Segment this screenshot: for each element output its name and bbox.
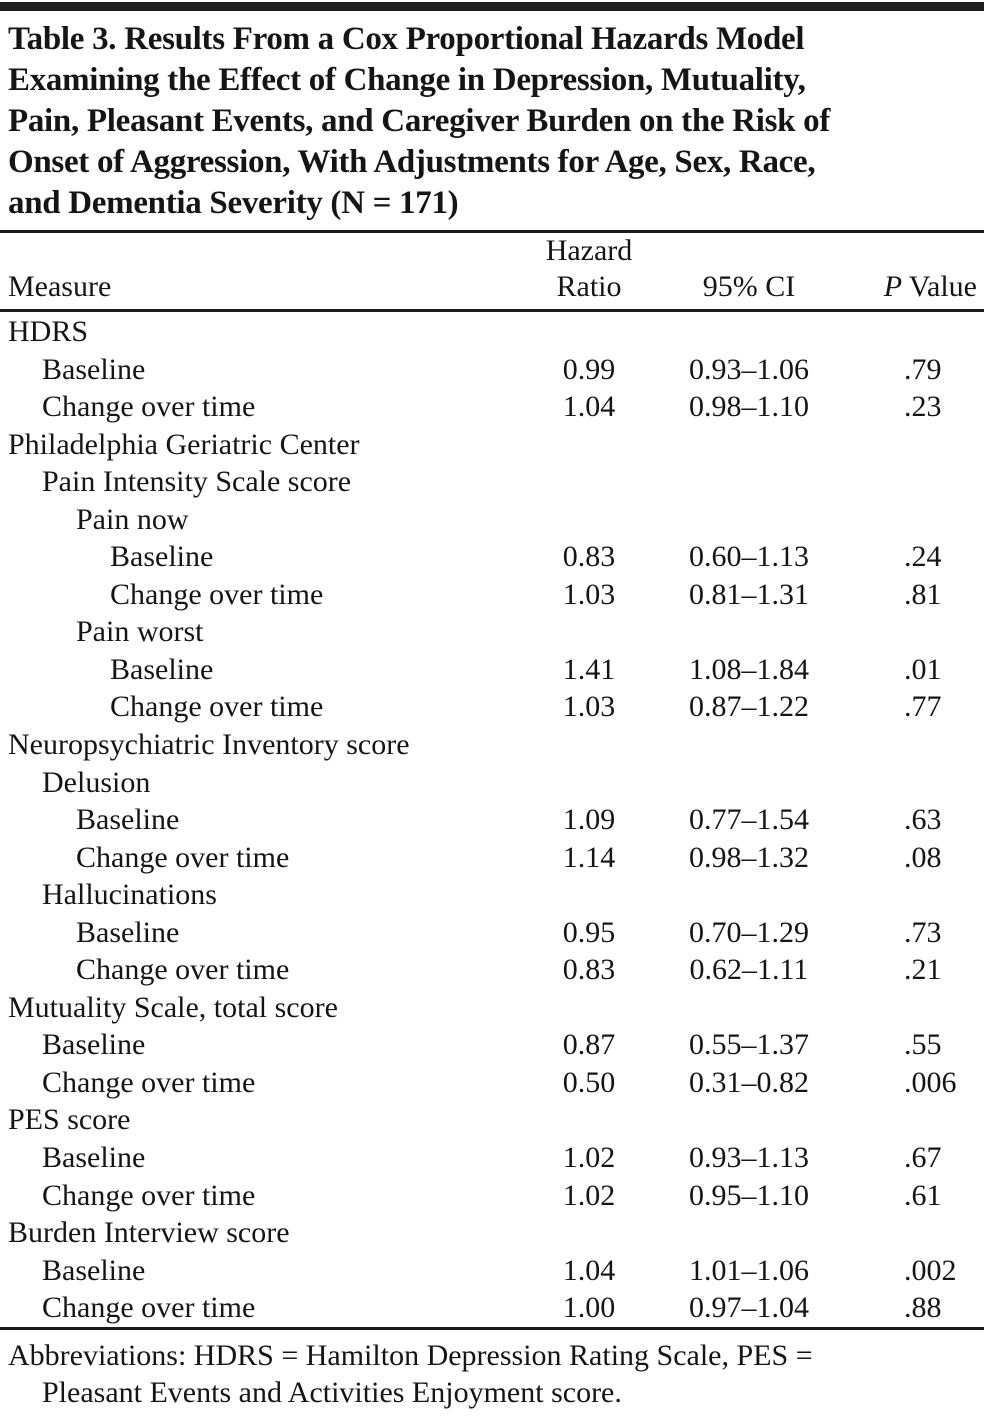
hazard-ratio-cell: 1.02 (562, 1178, 616, 1212)
ci-cell: 0.77–1.54 (689, 803, 809, 837)
table-row (0, 388, 984, 426)
ci-cell: 0.98–1.10 (689, 390, 809, 424)
ci-cell: 0.95–1.10 (689, 1178, 809, 1212)
column-header-p-value (844, 269, 984, 305)
table-row (0, 1101, 984, 1139)
hazard-ratio-header-line1: Hazard (545, 234, 633, 267)
p-value-cell: .08 (904, 840, 942, 874)
measure-cell: Change over time (42, 1065, 256, 1099)
ci-cell: 0.60–1.13 (689, 540, 809, 574)
hazard-ratio-cell (524, 1101, 654, 1139)
hazard-ratio-cell: 1.03 (562, 577, 616, 611)
ci-cell: 1.01–1.06 (689, 1253, 809, 1287)
measure-cell: Baseline (110, 540, 214, 574)
ci-cell (654, 1214, 844, 1252)
ci-cell (654, 426, 844, 464)
table-row (0, 651, 984, 689)
ci-cell (654, 764, 844, 802)
measure-cell: Pain now (76, 502, 189, 536)
p-value-cell (844, 989, 984, 1027)
p-value-cell (844, 501, 984, 539)
table-row (0, 1064, 984, 1102)
table-title-line: Table 3. Results From a Cox Proportional Hazards Model (8, 21, 805, 57)
table-row (0, 951, 984, 989)
hazard-ratio-cell: 0.99 (562, 352, 616, 386)
table-row (0, 426, 984, 464)
table-row (0, 801, 984, 839)
table-row (0, 1177, 984, 1215)
ci-cell: 0.31–0.82 (689, 1065, 809, 1099)
hazard-ratio-cell: 1.04 (562, 1253, 616, 1287)
table-title-line: Onset of Aggression, With Adjustments for Age, Sex, Race, (8, 144, 816, 180)
hazard-ratio-cell (524, 726, 654, 764)
hazard-ratio-cell: 1.14 (562, 840, 616, 874)
table-title-line: Pain, Pleasant Events, and Caregiver Burden on the Risk of (8, 103, 831, 139)
p-value-cell: .24 (904, 540, 942, 574)
p-value-cell (844, 613, 984, 651)
measure-cell: Hallucinations (42, 878, 217, 912)
measure-cell: Baseline (76, 803, 180, 837)
p-value-cell: .01 (904, 652, 942, 686)
footnote-line: Abbreviations: HDRS = Hamilton Depression Rating Scale, PES = (8, 1338, 813, 1372)
hazard-ratio-cell: 0.50 (562, 1065, 616, 1099)
p-value-cell (844, 726, 984, 764)
ci-cell (654, 1101, 844, 1139)
measure-cell: Change over time (76, 840, 290, 874)
p-value-cell (844, 463, 984, 501)
p-value-cell: .55 (904, 1028, 942, 1062)
p-value-cell: .73 (904, 915, 942, 949)
measure-cell: Change over time (42, 390, 256, 424)
table-row (0, 1139, 984, 1177)
hazard-ratio-cell: 1.09 (562, 803, 616, 837)
ci-cell (654, 501, 844, 539)
p-value-cell: .006 (904, 1065, 957, 1099)
table-row (0, 989, 984, 1027)
hazard-ratio-cell: 1.03 (562, 690, 616, 724)
ci-cell: 0.93–1.06 (689, 352, 809, 386)
measure-cell: Baseline (42, 1141, 146, 1175)
ci-cell: 0.87–1.22 (689, 690, 809, 724)
table-row (0, 463, 984, 501)
table-row (0, 1252, 984, 1290)
ci-cell: 0.70–1.29 (689, 915, 809, 949)
ci-cell: 0.98–1.32 (689, 840, 809, 874)
measure-cell: Change over time (110, 577, 324, 611)
measure-cell: Burden Interview score (8, 1216, 290, 1250)
table-row (0, 1214, 984, 1252)
table-row (0, 1289, 984, 1327)
ci-cell: 0.62–1.11 (689, 953, 809, 987)
hazard-ratio-cell (524, 313, 654, 351)
ci-cell: 0.93–1.13 (689, 1141, 809, 1175)
hazard-ratio-header-line2: Ratio (556, 270, 622, 303)
table-title-line: Examining the Effect of Change in Depression, Mutuality, (8, 62, 806, 98)
measure-cell: Baseline (42, 1028, 146, 1062)
measure-cell: Delusion (42, 765, 151, 799)
measure-cell: Neuropsychiatric Inventory score (8, 728, 410, 762)
hazard-ratio-cell (524, 613, 654, 651)
table-row (0, 876, 984, 914)
table-title (0, 11, 984, 224)
p-value-cell: .002 (904, 1253, 957, 1287)
p-value-cell: .67 (904, 1141, 942, 1175)
ci-cell (654, 613, 844, 651)
p-value-cell (844, 426, 984, 464)
p-value-cell (844, 1101, 984, 1139)
ci-cell (654, 463, 844, 501)
table-row (0, 576, 984, 614)
p-value-cell: .79 (904, 352, 942, 386)
hazard-ratio-cell: 0.83 (562, 540, 616, 574)
hazard-ratio-cell (524, 989, 654, 1027)
p-value-cell: .81 (904, 577, 942, 611)
table-row (0, 914, 984, 952)
p-value-cell: .88 (904, 1291, 942, 1325)
hazard-ratio-cell (524, 1214, 654, 1252)
p-value-cell (844, 1214, 984, 1252)
p-value-cell: .61 (904, 1178, 942, 1212)
ci-cell: 0.81–1.31 (689, 577, 809, 611)
hazard-ratio-cell (524, 426, 654, 464)
table-row (0, 313, 984, 351)
hazard-ratio-cell (524, 764, 654, 802)
table-row (0, 726, 984, 764)
p-value-cell: .77 (904, 690, 942, 724)
p-value-header-rest: Value (908, 270, 977, 303)
column-header-measure: Measure (8, 270, 112, 303)
measure-cell: Baseline (110, 652, 214, 686)
footer-spacer (0, 1412, 984, 1417)
measure-cell: Change over time (110, 690, 324, 724)
measure-cell: Baseline (76, 915, 180, 949)
measure-cell: Pain Intensity Scale score (42, 465, 352, 499)
column-header-hazard-ratio (524, 233, 654, 305)
hazard-ratio-cell: 1.00 (562, 1291, 616, 1325)
table-row (0, 351, 984, 389)
measure-cell: Mutuality Scale, total score (8, 990, 338, 1024)
ci-cell (654, 313, 844, 351)
measure-cell: Pain worst (76, 615, 204, 649)
p-value-header-italic-p: P (883, 270, 903, 303)
measure-cell: Baseline (42, 1253, 146, 1287)
table-title-line: and Dementia Severity (N = 171) (8, 185, 459, 221)
ci-cell: 0.55–1.37 (689, 1028, 809, 1062)
column-header-ci: 95% CI (702, 270, 796, 303)
abbreviations-footnote (0, 1330, 984, 1412)
p-value-cell: .63 (904, 803, 942, 837)
measure-cell: Change over time (76, 953, 290, 987)
hazard-ratio-cell (524, 501, 654, 539)
hazard-ratio-cell: 1.41 (562, 652, 616, 686)
measure-cell: Change over time (42, 1178, 256, 1212)
table-body (0, 312, 984, 1327)
hazard-ratio-cell: 0.95 (562, 915, 616, 949)
measure-cell: Philadelphia Geriatric Center (8, 427, 360, 461)
table-header-row (0, 233, 984, 309)
table-row (0, 501, 984, 539)
table-row (0, 538, 984, 576)
p-value-cell: .21 (904, 953, 942, 987)
footnote-line: Pleasant Events and Activities Enjoyment score. (42, 1376, 622, 1410)
p-value-cell (844, 764, 984, 802)
hazard-ratio-cell: 1.02 (562, 1141, 616, 1175)
hazard-ratio-cell (524, 463, 654, 501)
ci-cell (654, 989, 844, 1027)
ci-cell (654, 726, 844, 764)
p-value-cell: .23 (904, 390, 942, 424)
table-row (0, 839, 984, 877)
hazard-ratio-cell: 0.87 (562, 1028, 616, 1062)
measure-cell: HDRS (8, 315, 89, 348)
measure-cell: Change over time (42, 1291, 256, 1325)
hazard-ratio-cell: 1.04 (562, 390, 616, 424)
table-row (0, 764, 984, 802)
ci-cell: 0.97–1.04 (689, 1291, 809, 1325)
p-value-cell (844, 876, 984, 914)
ci-cell: 1.08–1.84 (689, 652, 809, 686)
table-row (0, 688, 984, 726)
measure-cell: PES score (8, 1103, 131, 1137)
top-rule-bar (0, 2, 984, 11)
hazard-ratio-cell: 0.83 (562, 953, 616, 987)
measure-cell: Baseline (42, 352, 146, 386)
hazard-ratio-cell (524, 876, 654, 914)
table-row (0, 1026, 984, 1064)
ci-cell (654, 876, 844, 914)
table-row (0, 613, 984, 651)
p-value-cell (844, 313, 984, 351)
